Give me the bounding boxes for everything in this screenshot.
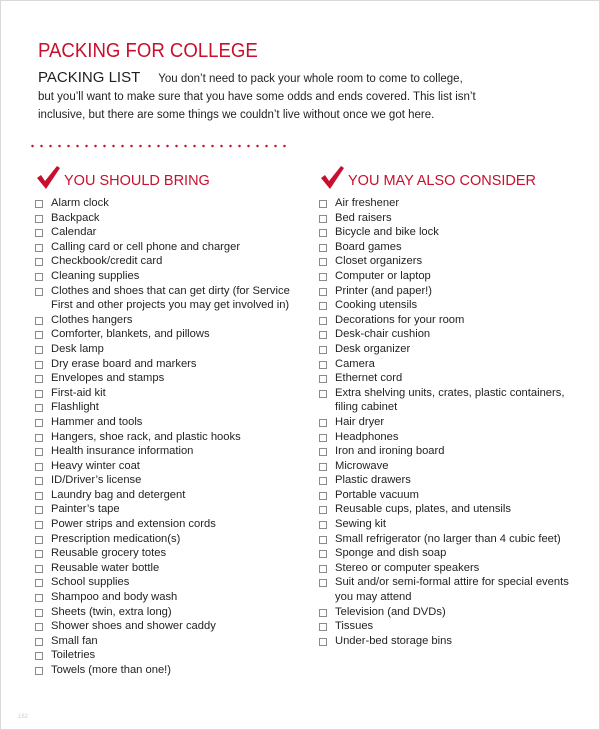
checklist-item <box>319 634 589 649</box>
checklist-item-label: Desk-chair cushion <box>335 328 431 341</box>
checklist-item <box>319 269 589 284</box>
checklist-item-label: Health insurance information <box>51 445 194 458</box>
checkbox-icon[interactable] <box>319 317 327 325</box>
checklist-item <box>35 546 305 561</box>
checkbox-icon[interactable] <box>35 346 43 354</box>
intro-paragraph <box>38 69 478 124</box>
checkbox-icon[interactable] <box>35 361 43 369</box>
checkbox-icon[interactable] <box>319 579 327 587</box>
checklist-item <box>35 605 305 620</box>
checklist-item-label: Power strips and extension cords <box>51 518 216 531</box>
checkbox-icon[interactable] <box>35 492 43 500</box>
checklist-item <box>319 342 589 357</box>
checklist-item-label: First-aid kit <box>51 386 106 399</box>
checklist-item-label: Hair dryer <box>335 415 385 428</box>
checkbox-icon[interactable] <box>35 273 43 281</box>
checklist-item <box>35 211 305 226</box>
checklist-item <box>319 575 589 604</box>
checklist-item <box>319 473 589 488</box>
checklist-item <box>35 240 305 255</box>
checklist-item-label: Bed raisers <box>335 211 392 224</box>
checkbox-icon[interactable] <box>319 244 327 252</box>
checkbox-icon[interactable] <box>319 215 327 223</box>
checklist-item-label: Hammer and tools <box>51 415 143 428</box>
checklist-item-label: Sheets (twin, extra long) <box>51 605 172 618</box>
checklist-item-label: Suit and/or semi-formal attire for special events you may attend <box>335 576 569 604</box>
checklist-item <box>35 517 305 532</box>
column-heading-label: YOU SHOULD BRING <box>64 173 210 189</box>
checklist-item-label: Plastic drawers <box>335 474 411 487</box>
checklist-item <box>35 415 305 430</box>
checkbox-icon[interactable] <box>319 302 327 310</box>
checklist-item-label: Microwave <box>335 459 389 472</box>
checklist-item-label: Checkbook/credit card <box>51 255 163 268</box>
checkbox-icon[interactable] <box>319 331 327 339</box>
checklist-item <box>319 502 589 517</box>
checkbox-icon[interactable] <box>319 638 327 646</box>
checklist-item <box>35 357 305 372</box>
checkbox-icon[interactable] <box>319 361 327 369</box>
checklist-should-bring <box>35 196 305 678</box>
checkbox-icon[interactable] <box>319 434 327 442</box>
column-should-bring <box>35 163 305 678</box>
checkbox-icon[interactable] <box>319 273 327 281</box>
checkbox-icon[interactable] <box>319 521 327 529</box>
checkbox-icon[interactable] <box>35 419 43 427</box>
checklist-item <box>35 634 305 649</box>
checklist-item-label: Decorations for your room <box>335 313 465 326</box>
checklist-item <box>319 546 589 561</box>
intro-text: You don’t need to pack your whole room to come to college, but you’ll want to make sure that you have some odds and ends covered. This list isn’t inclusive, but there are some things we couldn’t live without once we got here. <box>38 73 476 121</box>
checklist-item <box>35 254 305 269</box>
checkbox-icon[interactable] <box>35 331 43 339</box>
checklist-item <box>319 415 589 430</box>
checklist-item-label: Clothes and shoes that can get dirty (for Service First and other projects you may get involved in) <box>51 284 290 312</box>
checklist-item-label: Dry erase board and markers <box>51 357 197 370</box>
checklist-item <box>319 196 589 211</box>
checkbox-icon[interactable] <box>319 609 327 617</box>
checklist-item <box>35 386 305 401</box>
checklist-item-label: Portable vacuum <box>335 488 419 501</box>
checkbox-icon[interactable] <box>319 288 327 296</box>
dotted-divider <box>28 144 286 148</box>
checklist-item <box>35 532 305 547</box>
checklist-item-label: Reusable water bottle <box>51 561 160 574</box>
checklist-item-label: Under-bed storage bins <box>335 634 452 647</box>
checklist-item <box>319 430 589 445</box>
checklist-item <box>35 459 305 474</box>
checklist-item-label: Backpack <box>51 211 100 224</box>
checklist-item-label: Board games <box>335 240 402 253</box>
checkbox-icon[interactable] <box>35 565 43 573</box>
checklist-item-label: Desk lamp <box>51 342 104 355</box>
checklist-item <box>319 327 589 342</box>
checkbox-icon[interactable] <box>35 594 43 602</box>
checklist-item-label: Comforter, blankets, and pillows <box>51 328 210 341</box>
checklist-item <box>35 619 305 634</box>
checkbox-icon[interactable] <box>319 565 327 573</box>
column-heading <box>35 163 305 193</box>
checklist-item <box>319 313 589 328</box>
checklist-item <box>319 444 589 459</box>
checklist-item <box>319 357 589 372</box>
checklist-item <box>319 211 589 226</box>
checklist-item <box>319 517 589 532</box>
checklist-item-label: Extra shelving units, crates, plastic containers, filing cabinet <box>335 386 565 414</box>
checklist-item <box>35 502 305 517</box>
checklist-item-label: Cleaning supplies <box>51 269 140 282</box>
checklist-item-label: Camera <box>335 357 375 370</box>
checkbox-icon[interactable] <box>319 623 327 631</box>
checkbox-icon[interactable] <box>35 477 43 485</box>
checklist-item-label: Shampoo and body wash <box>51 591 178 604</box>
column-may-also-consider <box>319 163 589 648</box>
checklist-item <box>319 459 589 474</box>
checkbox-icon[interactable] <box>35 623 43 631</box>
checkbox-icon[interactable] <box>319 390 327 398</box>
checklist-item-label: Hangers, shoe rack, and plastic hooks <box>51 430 241 443</box>
checkbox-icon[interactable] <box>35 317 43 325</box>
checkmark-icon <box>35 165 61 191</box>
checklist-item-label: Envelopes and stamps <box>51 372 165 385</box>
checkbox-icon[interactable] <box>319 258 327 266</box>
checklist-item <box>319 225 589 240</box>
checklist-item <box>35 561 305 576</box>
checklist-item <box>35 590 305 605</box>
checkbox-icon[interactable] <box>35 244 43 252</box>
checklist-item <box>319 532 589 547</box>
checklist-item <box>35 371 305 386</box>
checkbox-icon[interactable] <box>35 536 43 544</box>
checkmark-icon <box>319 165 345 191</box>
checklist-item-label: Reusable cups, plates, and utensils <box>335 503 512 516</box>
checkbox-icon[interactable] <box>35 390 43 398</box>
checklist-item-label: Heavy winter coat <box>51 459 140 472</box>
checkbox-icon[interactable] <box>35 521 43 529</box>
checklist-item <box>319 619 589 634</box>
checklist-item <box>319 284 589 299</box>
checkbox-icon[interactable] <box>319 463 327 471</box>
checkbox-icon[interactable] <box>319 550 327 558</box>
checkbox-icon[interactable] <box>35 463 43 471</box>
checklist-item <box>35 327 305 342</box>
checkbox-icon[interactable] <box>319 346 327 354</box>
checklist-item-label: Toiletries <box>51 649 96 662</box>
checkbox-icon[interactable] <box>35 506 43 514</box>
checklist-item <box>319 386 589 415</box>
checklist-item-label: School supplies <box>51 576 130 589</box>
checkbox-icon[interactable] <box>319 375 327 383</box>
checklist-item <box>319 298 589 313</box>
checkbox-icon[interactable] <box>319 200 327 208</box>
checklist-item <box>35 663 305 678</box>
checklist-item <box>319 371 589 386</box>
checklist-item <box>35 196 305 211</box>
checklist-item-label: Desk organizer <box>335 342 411 355</box>
checklist-item <box>35 473 305 488</box>
checklist-item-label: Laundry bag and detergent <box>51 488 186 501</box>
checklist-item-label: Small fan <box>51 634 98 647</box>
column-heading <box>319 163 589 193</box>
checkbox-icon[interactable] <box>35 288 43 296</box>
checkbox-icon[interactable] <box>319 506 327 514</box>
checklist-item <box>35 400 305 415</box>
checklist-item-label: Towels (more than one!) <box>51 664 172 676</box>
checkbox-icon[interactable] <box>35 229 43 237</box>
page-title: PACKING FOR COLLEGE <box>38 40 258 62</box>
checklist-item <box>35 225 305 240</box>
checkbox-icon[interactable] <box>319 419 327 427</box>
checklist-item-label: Tissues <box>335 620 374 633</box>
checkbox-icon[interactable] <box>35 404 43 412</box>
checklist-item-label: Television (and DVDs) <box>335 605 446 618</box>
checklist-item <box>35 488 305 503</box>
checkbox-icon[interactable] <box>35 258 43 266</box>
checklist-item <box>319 561 589 576</box>
checkbox-icon[interactable] <box>35 448 43 456</box>
section-subhead: PACKING LIST <box>38 69 141 86</box>
checklist-item-label: Bicycle and bike lock <box>335 226 439 239</box>
checklist-item-label: Closet organizers <box>335 255 423 268</box>
checklist-item-label: Printer (and paper!) <box>335 284 433 297</box>
checkbox-icon[interactable] <box>319 229 327 237</box>
checklist-item-label: Sewing kit <box>335 518 386 531</box>
checklist-item <box>319 240 589 255</box>
checklist-item-label: Cooking utensils <box>335 299 418 312</box>
checklist-item-label: Alarm clock <box>51 197 109 209</box>
checklist-may-also-consider <box>319 196 589 648</box>
checkbox-icon[interactable] <box>35 200 43 208</box>
checklist-item-label: Reusable grocery totes <box>51 547 167 560</box>
checklist-item <box>319 254 589 269</box>
checklist-item-label: Small refrigerator (no larger than 4 cubic feet) <box>335 532 561 545</box>
checkbox-icon[interactable] <box>319 492 327 500</box>
checkbox-icon[interactable] <box>35 215 43 223</box>
checkbox-icon[interactable] <box>319 448 327 456</box>
checkbox-icon[interactable] <box>35 579 43 587</box>
checkbox-icon[interactable] <box>35 667 43 675</box>
checkbox-icon[interactable] <box>35 609 43 617</box>
checklist-item-label: Flashlight <box>51 401 99 414</box>
column-heading-label: YOU MAY ALSO CONSIDER <box>348 173 537 189</box>
checklist-item <box>35 313 305 328</box>
checklist-item <box>35 430 305 445</box>
checklist-item-label: Air freshener <box>335 197 400 209</box>
checklist-item-label: Headphones <box>335 430 399 443</box>
checkbox-icon[interactable] <box>35 652 43 660</box>
checkbox-icon[interactable] <box>35 638 43 646</box>
checklist-item <box>319 488 589 503</box>
checklist-item-label: Clothes hangers <box>51 313 133 326</box>
checklist-item <box>35 444 305 459</box>
checklist-item-label: Prescription medication(s) <box>51 532 181 545</box>
checkbox-icon[interactable] <box>319 477 327 485</box>
checklist-item-label: Calendar <box>51 226 97 239</box>
checkbox-icon[interactable] <box>319 536 327 544</box>
checkbox-icon[interactable] <box>35 375 43 383</box>
checklist-item-label: Painter’s tape <box>51 503 120 516</box>
checklist-item <box>35 575 305 590</box>
checklist-item <box>35 284 305 313</box>
checkbox-icon[interactable] <box>35 550 43 558</box>
checklist-item-label: Iron and ironing board <box>335 445 445 458</box>
checklist-item-label: Sponge and dish soap <box>335 547 447 560</box>
page-number: 162 <box>18 714 29 720</box>
checklist-item-label: Shower shoes and shower caddy <box>51 620 216 633</box>
checklist-item-label: Ethernet cord <box>335 372 403 385</box>
checklist-item <box>35 342 305 357</box>
checklist-item-label: Computer or laptop <box>335 269 431 282</box>
checklist-item <box>319 605 589 620</box>
checklist-item <box>35 648 305 663</box>
checkbox-icon[interactable] <box>35 434 43 442</box>
checklist-item-label: ID/Driver’s license <box>51 474 142 487</box>
checklist-item-label: Calling card or cell phone and charger <box>51 240 241 253</box>
checklist-item <box>35 269 305 284</box>
checklist-item-label: Stereo or computer speakers <box>335 561 480 574</box>
